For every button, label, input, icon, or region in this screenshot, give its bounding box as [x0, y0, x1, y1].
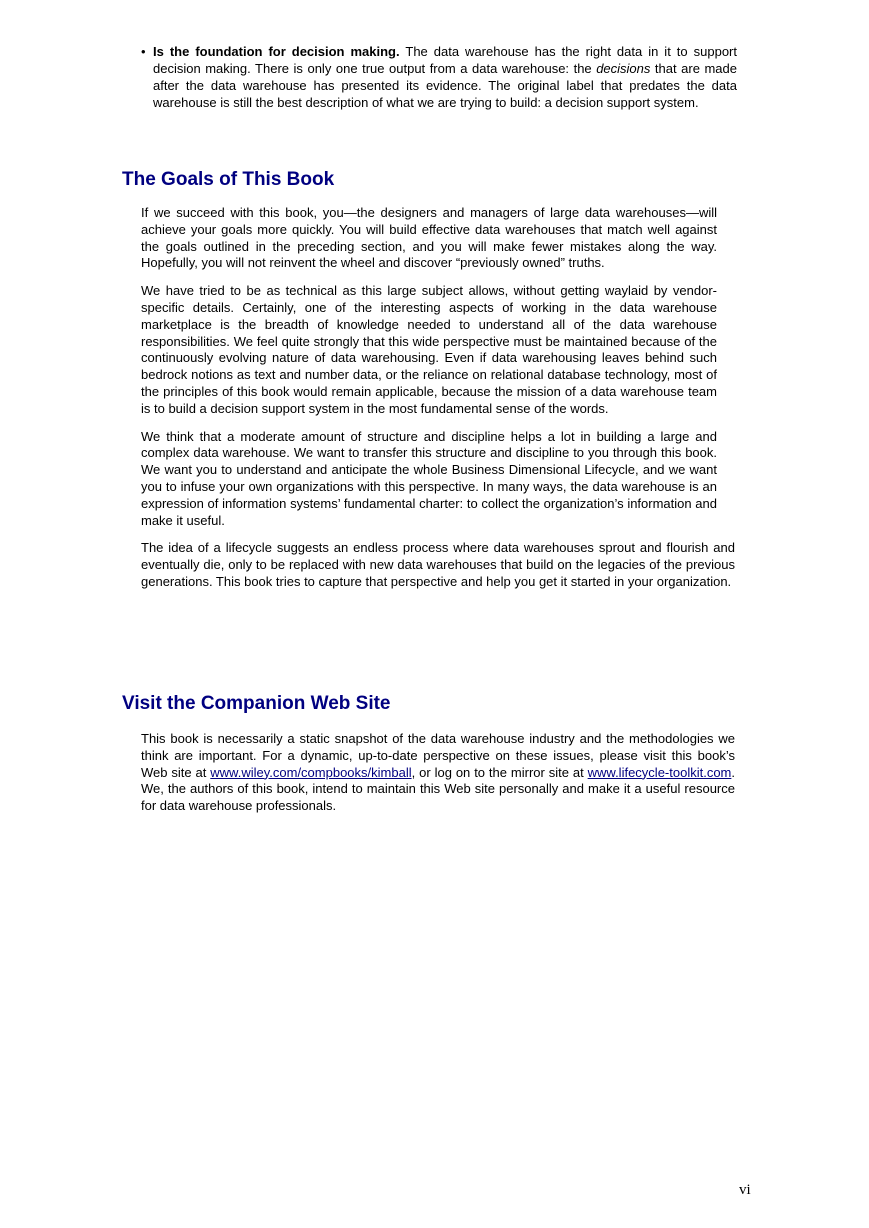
bullet-item — [141, 43, 737, 111]
wiley-link[interactable]: www.wiley.com/compbooks/kimball — [210, 764, 412, 780]
goals-paragraph-2: We have tried to be as technical as this large subject allows, without getting waylaid by vendor-specific details. Certainly, one of the interesting aspects of working in the data warehouse marketplace is the breadth of knowledge needed to understand all of the data warehouse responsibilities. We feel quite strongly that this wide perspective must be maintained because of the continuously evolving nature of data warehousing. Even if data warehousing leaves behind such bedrock notions as text and number data, or the reliance on relational database technology, most of the principles of this book would remain applicable, because the mission of a data warehouse team is to build a decision support system in the most fundamental sense of the words. — [141, 283, 717, 416]
lifecycle-toolkit-link[interactable]: www.lifecycle-toolkit.com — [587, 764, 732, 780]
bullet-marker: • — [141, 44, 146, 59]
goals-paragraph-3: We think that a moderate amount of structure and discipline helps a lot in building a large and complex data warehouse. We want to transfer this structure and discipline to you through this book. We want you to understand and anticipate the whole Business Dimensional Lifecycle, and we want you to infuse your own organizations with this perspective. In many ways, the data warehouse is an expression of information systems’ fundamental charter: to collect the organization’s information and make it useful. — [141, 428, 717, 528]
goals-paragraph-4: The idea of a lifecycle suggests an endless process where data warehouses sprout and flourish and eventually die, only to be replaced with new data warehouses that build on the legacies of the previous generations. This book tries to capture that perspective and help you get it started in your organization. — [141, 540, 735, 589]
bullet-text-part-2: that are made after the data warehouse has presented its evidence. The original label that predates the data warehouse is still the best description of what we are trying to build: a decision support system. — [153, 61, 737, 110]
site-paragraph — [141, 731, 735, 815]
site-text-part-2: , or log on to the mirror site at — [411, 764, 588, 780]
bullet-italic-term: decisions — [596, 61, 651, 76]
goals-paragraph-1: If we succeed with this book, you—the designers and managers of large data warehouses—will achieve your goals more quickly. You will build effective data warehouses that match well against the goals outlined in the preceding section, and you will make fewer mistakes along the way. Hopefully, you will not reinvent the wheel and discover “previously owned” truths. — [141, 205, 717, 271]
page-number: vi — [739, 1182, 751, 1198]
goals-heading: The Goals of This Book — [122, 169, 335, 190]
site-text-part-1: This book is necessarily a static snapshot of the data warehouse industry and the methodologies we think are important. For a dynamic, up-to-date perspective on these issues, please visit this book’s Web site at — [141, 731, 735, 780]
bullet-text-part-1: The data warehouse has the right data in it to support decision making. There is only one true output from a data warehouse: the — [153, 44, 737, 76]
bullet-text — [153, 43, 737, 111]
site-section — [141, 731, 735, 826]
goals-section — [141, 205, 735, 602]
site-heading: Visit the Companion Web Site — [122, 693, 391, 714]
bullet-lead: Is the foundation for decision making. — [153, 44, 400, 59]
site-text-part-3: . We, the authors of this book, intend to maintain this Web site personally and make it a useful resource for data warehouse professionals. — [141, 764, 736, 814]
